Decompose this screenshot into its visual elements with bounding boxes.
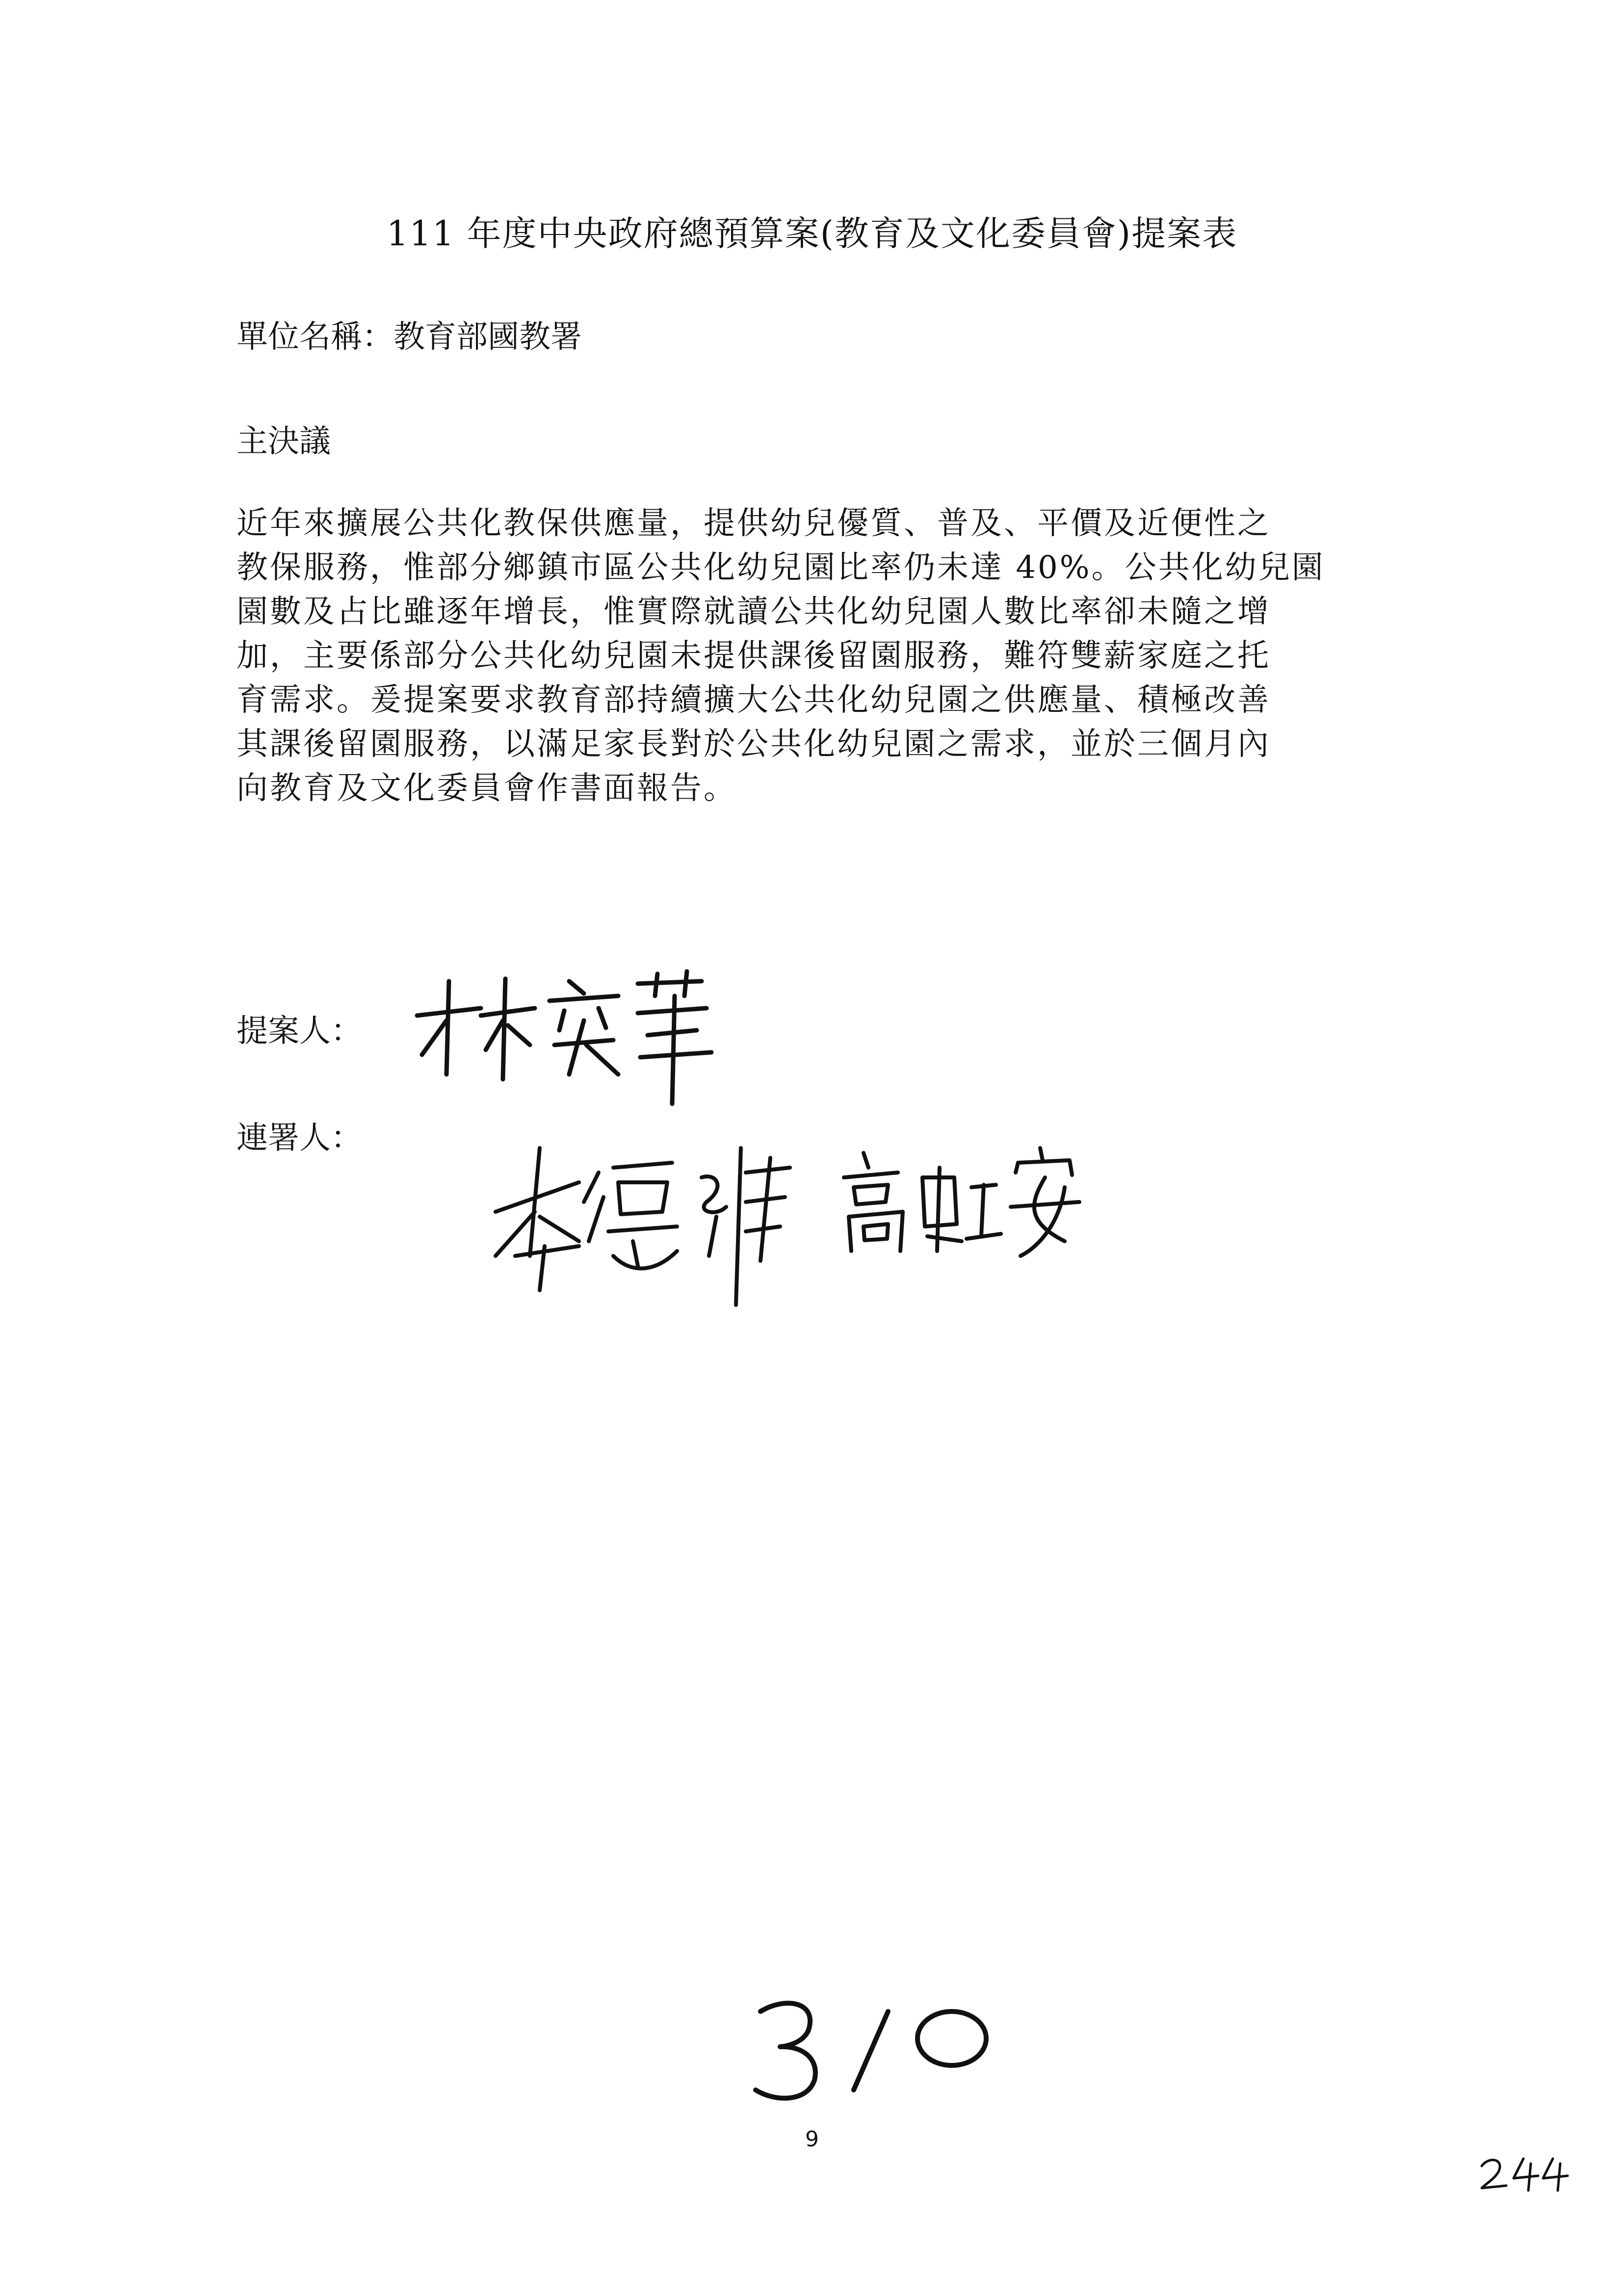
body-line: 園數及占比雖逐年增長，惟實際就讀公共化幼兒園人數比率卻未隨之增 <box>236 594 1271 630</box>
page-number: 9 <box>805 2127 819 2152</box>
unit-name: 教育部國教署 <box>393 319 582 355</box>
document-title: 111 年度中央政府總預算案(教育及文化委員會)提案表 <box>386 213 1238 254</box>
proposer-signature <box>407 962 721 1109</box>
resolution-heading: 主決議 <box>236 423 331 460</box>
body-line: 近年來擴展公共化教保供應量，提供幼兒優質、普及、平價及近便性之 <box>236 505 1271 542</box>
unit-line <box>236 312 582 357</box>
body-line: 教保服務，惟部分鄉鎮市區公共化幼兒園比率仍未達 40%。公共化幼兒園 <box>236 549 1325 586</box>
body-line: 向教育及文化委員會作書面報告。 <box>236 770 737 807</box>
handwritten-number <box>746 1992 1001 2112</box>
body-line: 加，主要係部分公共化幼兒園未提供課後留園服務，難符雙薪家庭之托 <box>236 638 1271 674</box>
body-line: 育需求。爰提案要求教育部持續擴大公共化幼兒園之供應量、積極改善 <box>236 682 1271 718</box>
cosigner-signature-1 <box>486 1128 819 1325</box>
cosigner-label: 連署人： <box>236 1120 362 1156</box>
proposer-label: 提案人： <box>236 1013 362 1049</box>
body-line: 其課後留園服務，以滿足家長對於公共化幼兒園之需求，並於三個月內 <box>236 726 1271 762</box>
unit-label: 單位名稱： <box>236 319 393 355</box>
resolution-body <box>236 501 1434 810</box>
cosigner-signature-2 <box>834 1138 1089 1266</box>
corner-mark <box>1477 2151 1575 2197</box>
